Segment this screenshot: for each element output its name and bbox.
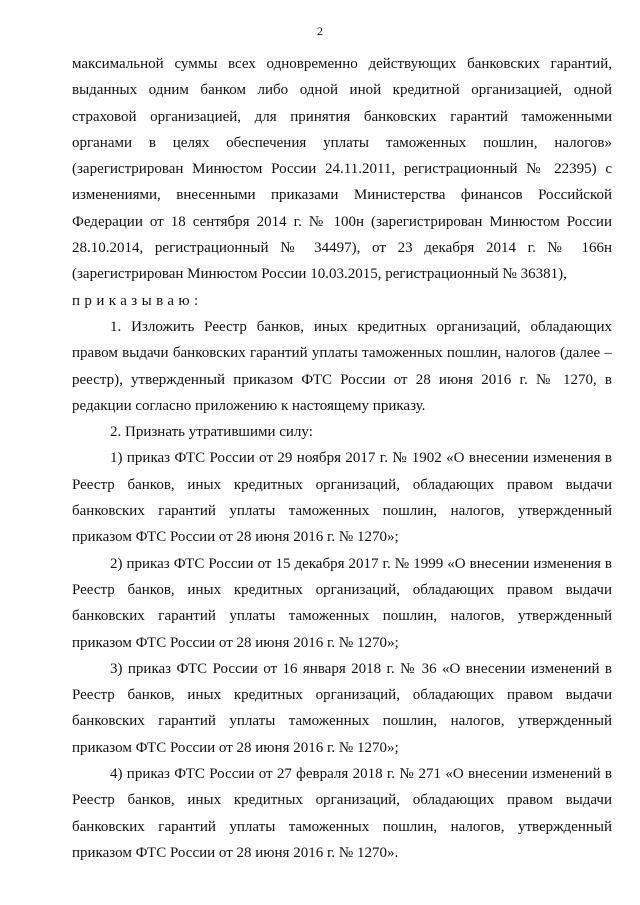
paragraph-subitem-2: 2) приказ ФТС России от 15 декабря 2017 г. № 1999 «О внесении изменения в Реестр банков, иных кредитных организаций, обладающих правом выдачи банковских гарантий уплаты таможенных пошлин, налогов, утвержденный приказом ФТС России от 28 июня 2016 г. № 1270»;	[72, 555, 612, 651]
paragraph-subitem-4: 4) приказ ФТС России от 27 февраля 2018 г. № 271 «О внесении изменений в Реестр банков, иных кредитных организаций, обладающих правом выдачи банковских гарантий уплаты таможенных пошлин, налогов, утвержденный приказом ФТС России от 28 июня 2016 г. № 1270».	[72, 766, 612, 861]
paragraph-item-2: 2. Признать утратившими силу:	[110, 424, 313, 441]
order-keyword: приказываю:	[72, 292, 203, 309]
paragraph-subitem-3: 3) приказ ФТС России от 16 января 2018 г. № 36 «О внесении изменений в Реестр банков, иных кредитных организаций, обладающих правом выдачи банковских гарантий уплаты таможенных пошлин, налогов, утвержденный приказом ФТС России от 28 июня 2016 г. № 1270»;	[72, 660, 612, 756]
document-body	[72, 51, 612, 866]
paragraph-continuation: максимальной суммы всех одновременно действующих банковских гарантий, выданных одним банком либо одной иной кредитной организацией, одной страховой организацией, для принятия банковских гарантий таможенными органами в целях обеспечения уплаты таможенных пошлин, налогов» (зарегистрирован Минюстом России 24.11.2011, регистрационный № 22395) с изменениями, внесенными приказами Министерства финансов Российской Федерации от 18 сентября 2014 г. № 100н (зарегистрирован Минюстом России 28.10.2014, регистрационный № 34497), от 23 декабря 2014 г. № 166н (зарегистрирован Минюстом России 10.03.2015, регистрационный № 36381),	[72, 56, 612, 283]
paragraph-item-1: 1. Изложить Реестр банков, иных кредитных организаций, обладающих правом выдачи банковских гарантий уплаты таможенных пошлин, налогов (далее – реестр), утвержденный приказом ФТС России от 28 июня 2016 г. № 1270, в редакции согласно приложению к настоящему приказу.	[72, 318, 612, 414]
paragraph-subitem-1: 1) приказ ФТС России от 29 ноября 2017 г. № 1902 «О внесении изменения в Реестр банков, иных кредитных организаций, обладающих правом выдачи банковских гарантий уплаты таможенных пошлин, налогов, утвержденный приказом ФТС России от 28 июня 2016 г. № 1270»;	[72, 450, 612, 546]
page-number: 2	[317, 24, 323, 38]
